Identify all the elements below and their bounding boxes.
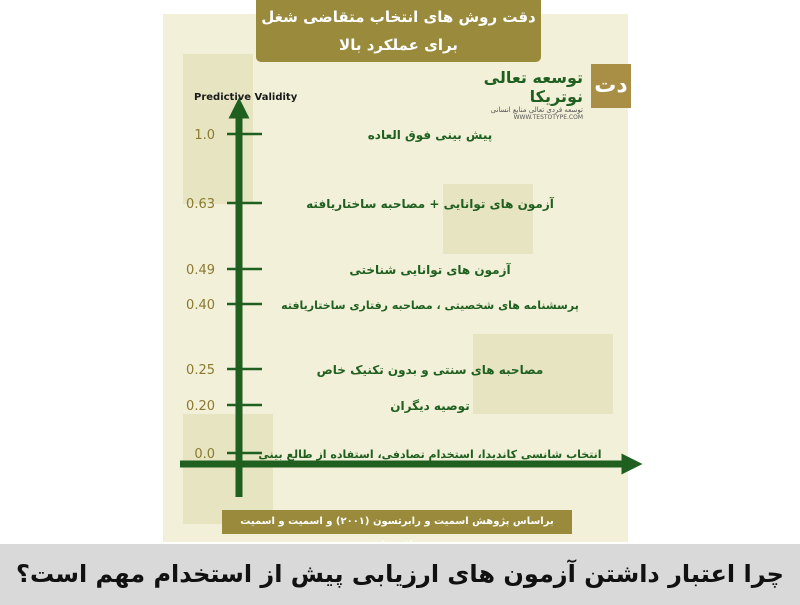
- logo-subtitle: توسعه فردی تعالی منابع انسانی: [490, 106, 583, 114]
- tick-label: 1.0: [194, 128, 215, 143]
- point-label: پیش بینی فوق العاده: [367, 128, 493, 142]
- question-headline: چرا اعتبار داشتن آزمون های ارزیابی پیش از استخدام مهم است؟: [16, 560, 784, 588]
- logo-website: WWW.TESTOTYPE.COM: [513, 114, 583, 121]
- tick-label: 0.25: [186, 363, 215, 378]
- point-label: انتخاب شانسی کاندیدا، استخدام تصادفی، استفاده از طالع بینی: [258, 448, 602, 461]
- y-axis-label: Predictive Validity: [194, 92, 298, 103]
- logo-name: توسعه تعالی نوتریکا: [483, 68, 583, 106]
- logo-mark-icon: دت: [591, 64, 631, 108]
- point-label: پرسشنامه های شخصیتی ، مصاحبه رفتاری ساختاریافته: [281, 299, 579, 312]
- chart-title-line-2: برای عملکرد بالا: [339, 36, 458, 54]
- chart-title-line-1: دقت روش های انتخاب متقاضی شغل: [261, 8, 536, 26]
- point-label: آزمون های توانایی + مصاحبه ساختاریافته: [306, 197, 554, 211]
- point-label: آزمون های توانایی شناختی: [349, 263, 511, 277]
- point-label: توصیه دیگران: [390, 399, 470, 413]
- tick-label: 0.20: [186, 399, 215, 414]
- tick-label: 0.40: [186, 298, 215, 313]
- point-label: مصاحبه های سنتی و بدون تکنیک خاص: [316, 363, 544, 377]
- tick-label: 0.0: [194, 447, 215, 462]
- source-note: براساس پژوهش اسمیت و رابرتسون (۲۰۰۱) و اسمیت و اسمیت: [222, 510, 572, 534]
- tick-label: 0.49: [186, 263, 215, 278]
- bottom-banner: [0, 544, 800, 605]
- tick-label: 0.63: [186, 197, 215, 212]
